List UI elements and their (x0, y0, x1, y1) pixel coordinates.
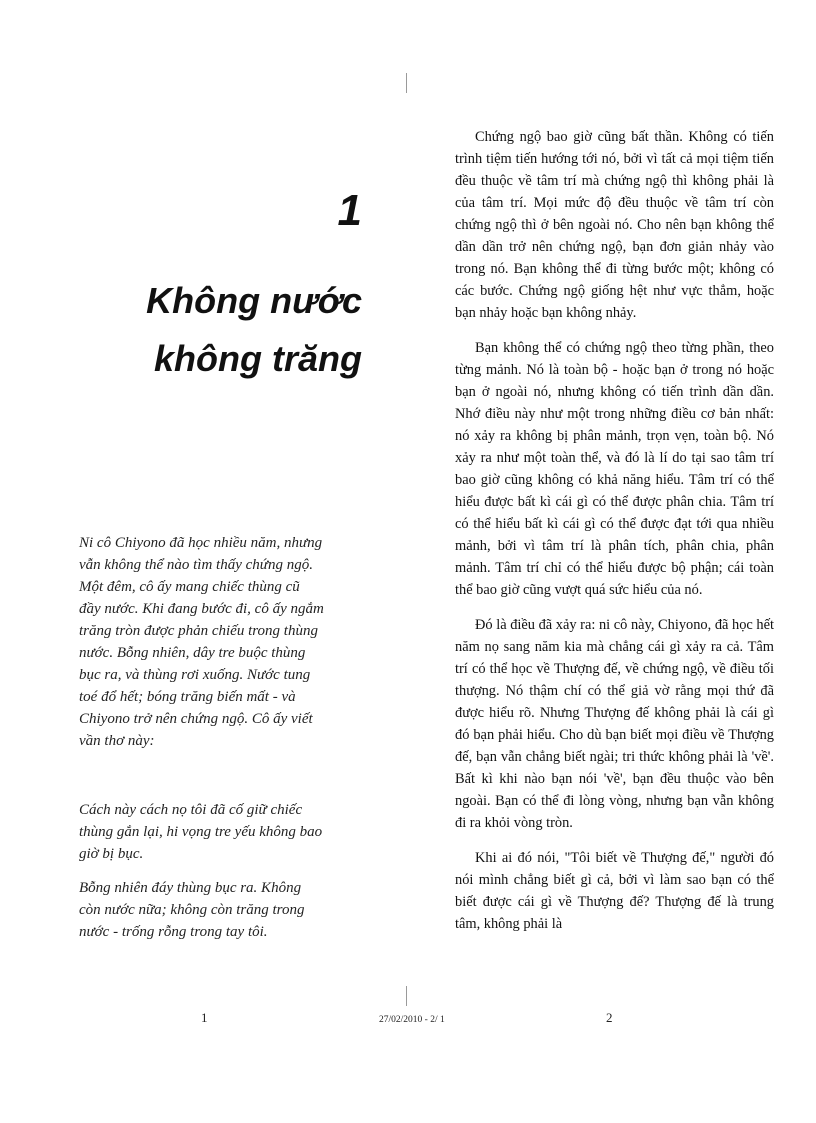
poem (79, 799, 324, 943)
body-paragraph: Khi ai đó nói, "Tôi biết về Thượng đế," người đó nói mình chẳng biết gì cả, bởi vì làm sao bạn có thể biết được cái gì về Thượng đế? Thượng đế là trung tâm, không phải là (455, 850, 774, 932)
print-date: 27/02/2010 - 2/ 1 (379, 1015, 445, 1025)
story-text: Ni cô Chiyono đã học nhiều năm, nhưng vẫn không thể nào tìm thấy chứng ngộ. Một đêm, cô ấy mang chiếc thùng cũ đầy nước. Khi đang bước đi, cô ấy ngắm trăng tròn được phản chiếu trong thùng nước. Bỗng nhiên, dây tre buộc thùng bục ra, và thùng rơi xuống. Nước tung toé đổ hết; bóng trăng biến mất - và Chiyono trở nên chứng ngộ. Cô ấy viết vần thơ này: (79, 535, 324, 749)
body-paragraph: Chứng ngộ bao giờ cũng bất thần. Không có tiến trình tiệm tiến hướng tới nó, bởi vì tất cả mọi tiệm tiến đều thuộc về tâm trí mà chứng ngộ thì không phải là của tâm trí. Mọi mức độ đều thuộc về tâm trí còn chứng ngộ thì ở bên ngoài nó. Cho nên bạn không thể dần dần trở nên chứng ngộ, bạn đơn giản nhảy vào trong nó. Bạn không thể đi từng bước một; không có các bước. Chứng ngộ giống hệt như vực thẳm, hoặc bạn nhảy hoặc bạn không nhảy. (455, 129, 774, 321)
poem-stanza: Cách này cách nọ tôi đã cố giữ chiếc thùng gắn lại, hi vọng tre yếu không bao giờ bị bục. (79, 802, 323, 862)
body-text-column (455, 126, 774, 948)
body-paragraph: Bạn không thể có chứng ngộ theo từng phần, theo từng mảnh. Nó là toàn bộ - hoặc bạn ở trong nó hoặc bạn ở ngoài nó, nhưng không có tiến trình dần dần. Nhớ điều này như một trong những điều cơ bản nhất: nó xảy ra không bị phân mảnh, trọn vẹn, toàn bộ. Nó xảy ra như một toàn thể, và đó là lí do tại sao tâm trí bao giờ cũng không có khả năng hiểu. Tâm trí có thể hiểu được bất kì cái gì có thể được phân chia. Tâm trí có thể hiểu bất kì cái gì có thể được đạt tới qua nhiều mảnh, bởi vì tâm trí là phân tích, phân chia, phân mảnh. Tâm trí chỉ có thể hiểu được bộ phận; cái toàn thể bao giờ cũng vượt quá sức hiểu của nó. (455, 340, 774, 598)
page-fold-line-bottom (406, 986, 407, 1006)
chapter-number: 1 (337, 186, 362, 235)
left-page-number: 1 (201, 1010, 208, 1025)
story-paragraph (79, 532, 324, 752)
page-fold-line-top (406, 73, 407, 93)
body-paragraph: Đó là điều đã xảy ra: ni cô này, Chiyono, đã học hết năm nọ sang năm kia mà chẳng cái gì xảy ra cả. Tâm trí có thể học về Thượng đế, về chứng ngộ, về điều tối thượng. Nó thậm chí có thể giả vờ rằng mọi thứ đã được hiểu rõ. Nhưng Thượng đế không phải là cái gì đó bạn phải hiểu. Cho dù bạn biết mọi điều về Thượng đế, bạn vẫn chẳng biết ngài; tri thức không phải là 'về'. Bất kì khi nào bạn nói 'về', bạn đều thuộc vào bên ngoài. Bạn có thể đi lòng vòng, nhưng bạn vẫn không đi ra khỏi vòng tròn. (455, 617, 774, 831)
poem-stanza: Bỗng nhiên đáy thùng bục ra. Không còn nước nữa; không còn trăng trong nước - trống rỗng trong tay tôi. (79, 880, 305, 940)
chapter-title: Không nước không trăng (146, 280, 362, 379)
right-page-number: 2 (606, 1010, 613, 1025)
